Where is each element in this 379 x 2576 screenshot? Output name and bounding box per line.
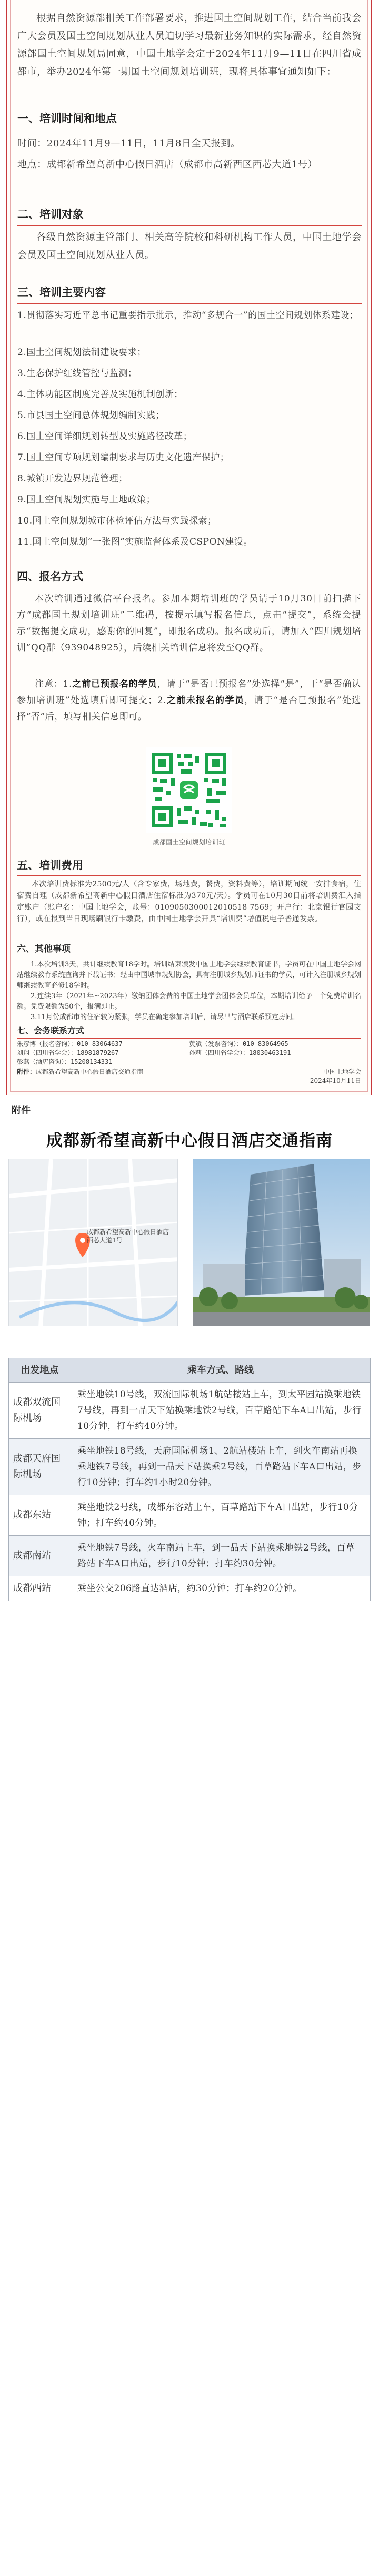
other-item-1: 1.本次培训3天，共计继续教育18学时。培训结束颁发中国土地学会继续教育证书，学员可在中国土地学会网站继续教育系统查询并下载证书；经由中国城市规划协会，具有注册城乡规划师证书的学员，可计入注册城乡规划师继续教育必修18学时。 — [17, 961, 361, 990]
other-item-3: 3.11月份成都市的住宿较为紧张，学员在确定参加培训后，请尽早与酒店联系预定房间。 — [31, 1013, 299, 1021]
table-row — [9, 1495, 371, 1536]
signup-paragraph: 本次培训通过微信平台报名。参加本期培训班的学员请于10月30日前扫描下方“成都国土规划培训班”二维码，按提示填写报名信息，点击“提交”，系统会提示“数据提交成功，感谢你的回复”，即报名成功。报名成功后，请加入“四川规划培训”QQ群（939048925），后续相关培训信息将发至QQ群。 — [17, 594, 361, 653]
note-rest-1: ，请于“是否已预报名”处选择“是”，于“是否确认参加培训班”处选填后即可提交；2. — [17, 679, 361, 706]
section-5-title: 五、培训费用 — [17, 859, 83, 872]
intro-paragraph: 根据自然资源部相关工作部署要求，推进国土空间规划工作，结合当前我会广大会员及国土空间规划从业人员迫切学习最新业务知识的实际需求，经自然资源部国土空间规划局同意，中国土地学会定于2024年11月9—11日在四川省成都市，举办2024年第一期国土空间规划培训班，现将具体事宜通知如下： — [17, 13, 362, 77]
row-route: 乘坐公交206路直达酒店，约30分钟；打车约20分钟。 — [71, 1576, 371, 1601]
table-row — [9, 1383, 371, 1439]
row-place: 成都双流国际机场 — [9, 1383, 71, 1439]
content-item: 6.国土空间详细规划转型及实施路径改革； — [17, 431, 193, 442]
contact-line: 彭燕（酒店咨询）：15208134331 — [17, 1058, 113, 1065]
section-1-title: 一、培训时间和地点 — [17, 112, 117, 125]
note-prefix: 注意：1. — [35, 679, 73, 689]
row-route: 乘坐地铁18号线，天府国际机场1、2航站楼站上车，到火车南站再换乘地铁7号线，再到一品天下站换乘2号线，百草路站下车A口出站，步行10分钟；打车约1小时20分钟。 — [71, 1439, 371, 1495]
row-route: 乘坐地铁10号线，双流国际机场1航站楼站上车，到太平园站换乘地铁7号线，再到一品天下站换乘地铁2号线，百草路站下车A口出站，步行10分钟，打车约40分钟。 — [71, 1383, 371, 1439]
map-label — [87, 1228, 169, 1245]
note-bold-2: 之前未报名的学员 — [166, 695, 245, 706]
attachment-line — [17, 1068, 361, 1077]
qr-caption: 成都国土空间规划培训班 — [153, 838, 225, 846]
section-divider — [17, 1038, 361, 1039]
row-route: 乘坐地铁7号线，火车南站上车，到一品天下站换乘地铁2号线，百草路站下车A口出站，步行10分钟；打车约30分钟。 — [71, 1536, 371, 1576]
hotel-building-image — [193, 1159, 370, 1326]
section-6-title: 六、其他事项 — [17, 944, 71, 954]
notice-body-2 — [6, 0, 372, 1095]
content-item: 5.市县国土空间总体规划编制实践； — [17, 410, 165, 421]
fees-text: 本次培训费标准为2500元/人（含专家费，场地费，餐费，资料费等），培训期间统一安排食宿，住宿费自理（成都新希望高新中心假日酒店住宿标准为370元/天）。学员可在10月30日前将培训费汇入指定账户（账户名：中国土地学会，账号：0109050300012010518 7569；开户行：北京银行官园支行），或在报到当日现场刷银行卡缴费，由中国土地学会开具“培训费”增值税电子普通发票。 — [17, 880, 361, 923]
row-place: 成都天府国际机场 — [9, 1439, 71, 1495]
section-4-title: 四、报名方式 — [17, 570, 83, 583]
note-rest-2: ，请于“是否已预报名”处选择“否”后，填写相关信息即可。 — [17, 695, 361, 722]
contact-line: 黄斌（发票咨询）：010-83064965 — [189, 1040, 288, 1048]
fees-paragraph — [17, 879, 361, 925]
map-hotel-name: 成都新希望高新中心假日酒店 — [87, 1228, 169, 1236]
training-time: 时间：2024年11月9—11日，11月8日全天报到。 — [17, 138, 241, 149]
table-header-place: 出发地点 — [9, 1358, 71, 1383]
content-item: 10.国土空间规划城市体检评估方法与实践探索； — [17, 516, 217, 526]
row-place: 成都南站 — [9, 1536, 71, 1576]
map-address: 西芯大道1号 — [87, 1237, 123, 1244]
content-item: 11.国土空间规划“一张图”实施监督体系及CSPON建设。 — [17, 537, 253, 547]
row-place: 成都西站 — [9, 1576, 71, 1601]
hotel-photo — [193, 1159, 370, 1326]
content-item: 8.城镇开发边界规范管理； — [17, 473, 128, 484]
training-place: 地点：成都新希望高新中心假日酒店（成都市高新西区西芯大道1号） — [17, 159, 318, 170]
section-7 — [17, 1025, 361, 1085]
contact-line: 刘翔（四川省学会）：18981879267 — [17, 1049, 119, 1057]
section-3-title: 三、培训主要内容 — [17, 286, 106, 299]
contact-line: 朱彦博（报名咨询）：010-83064637 — [17, 1040, 123, 1048]
location-map[interactable] — [8, 1159, 178, 1326]
attachment-link[interactable]: 成都新希望高新中心假日酒店交通指南 — [36, 1068, 144, 1075]
sign-org: 中国土地学会 — [323, 1068, 361, 1075]
section-7-title: 七、会务联系方式 — [17, 1025, 85, 1035]
training-audience: 各级自然资源主管部门、相关高等院校和科研机构工作人员，中国土地学会会员及国土空间规划从业人员。 — [17, 232, 362, 261]
content-item: 7.国土空间专项规划编制要求与历史文化遗产保护； — [17, 452, 230, 463]
content-item: 1.贯彻落实习近平总书记重要指示批示，推动“多规合一”的国土空间规划体系建设； — [17, 310, 359, 321]
table-header-route: 乘车方式、路线 — [71, 1358, 371, 1383]
other-item-2: 2.连续3年（2021年~2023年）缴纳团体会费的中国土地学会团体会员单位，本期培训给予一个免费培训名额。免费限额为50个，报满即止。 — [17, 992, 361, 1011]
section-2-title: 二、培训对象 — [17, 208, 84, 221]
traffic-table — [8, 1358, 371, 1601]
row-route: 乘坐地铁2号线，成都东客站上车，百草路站下车A口出站，步行10分钟；打车约40分钟。 — [71, 1495, 371, 1536]
table-row — [9, 1439, 371, 1495]
table-row — [9, 1536, 371, 1576]
contact-line: 孙莉（四川省学会）：18030463191 — [189, 1049, 291, 1057]
note-bold-1: 之前已预报名的学员 — [72, 679, 157, 689]
table-row — [9, 1576, 371, 1601]
appendix-title: 成都新希望高新中心假日酒店交通指南 — [46, 1131, 333, 1150]
content-item: 3.生态保护红线管控与监测； — [17, 368, 137, 379]
content-item: 2.国土空间规划法制建设要求； — [17, 347, 146, 358]
content-item: 4.主体功能区制度完善及实施机制创新； — [17, 389, 183, 400]
content-item: 9.国土空间规划实施与土地政策； — [17, 495, 156, 505]
sign-date: 2024年10月11日 — [310, 1077, 361, 1084]
row-place: 成都东站 — [9, 1495, 71, 1536]
section-6 — [17, 943, 361, 1023]
appendix-label: 附件 — [12, 1105, 31, 1116]
attachment-label: 附件： — [17, 1068, 36, 1075]
section-divider — [17, 875, 361, 876]
